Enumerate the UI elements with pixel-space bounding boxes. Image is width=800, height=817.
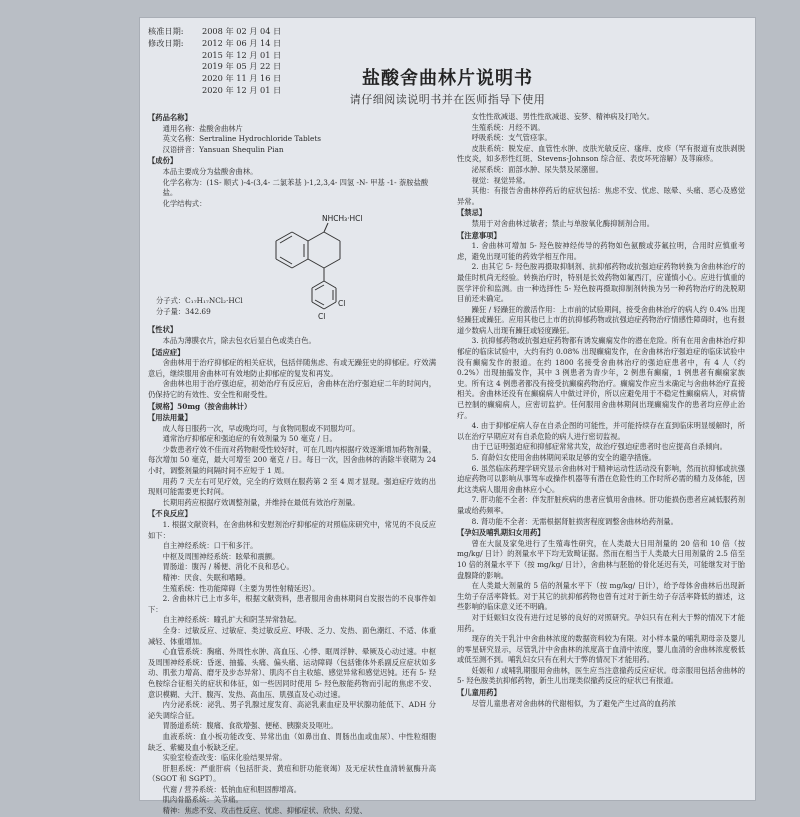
bond-line	[308, 259, 324, 268]
revision-row	[148, 50, 281, 62]
paragraph: 本品主要成分为盐酸舍曲林。	[162, 166, 258, 176]
left-column	[148, 112, 436, 817]
paragraph: 2. 舍曲林片已上市多年，根据文献资料，患者服用舍曲林期间自发报告的不良事件如下：	[148, 594, 436, 614]
section-heading: 【成份】	[148, 156, 178, 166]
paragraph: 少数患者疗效不佳而对药物耐受性较好时，可在几周内根据疗效逐渐增加药物剂量，每次增加 50 毫克，最大可增至 200 毫克 / 日。每日一次，因舍曲林的消除半衰期为 24 小时，调整剂量的间隔时间不应短于 1 周。	[148, 444, 436, 476]
paragraph: 自主神经系统：瞳孔扩大和阴茎异常勃起。	[162, 615, 302, 625]
paragraph: 精神：焦虑不安、攻击性反应、忧虑、抑郁症状、欣快、幻觉、	[162, 806, 367, 816]
leaflet-page	[140, 18, 755, 816]
section-heading: 【孕妇及哺乳期妇女用药】	[457, 528, 545, 538]
paragraph: 生殖系统：性功能障碍（主要为男性射精延迟）。	[162, 583, 320, 593]
chlorine-label-2: Cl	[318, 312, 326, 322]
paragraph: 妊娠和 / 或哺乳期服用舍曲林，医生应当注意撤药反应症状。母亲服用包括舍曲林的 5- 羟色胺类抗抑郁药物，新生儿出现类似撤药反应的症状已有报道。	[457, 665, 745, 686]
paragraph: 本品为薄膜衣片，除去包衣后显白色或类白色。	[162, 335, 316, 345]
paragraph: 代谢 / 营养系统：低钠血症和胆固醇增高。	[162, 784, 302, 794]
revision-date: 2020 年 12 月 01 日	[202, 84, 282, 95]
revision-row	[148, 38, 281, 50]
revision-label: 修改日期:	[148, 37, 184, 48]
right-column	[457, 112, 745, 709]
paragraph: 躁狂 / 轻躁狂的激活作用：上市前的试验期间，接受舍曲林治疗的病人约 0.4% 出现轻躁狂或躁狂。应用其他已上市的抗抑郁药物或抗强迫症药物治疗情感性障碍时，也有报道少数病人出现有躁狂或轻度躁狂。	[457, 304, 745, 335]
section-heading: 【药品名称】	[148, 113, 192, 122]
revision-date: 2008 年 02 月 04 日	[202, 26, 282, 36]
paragraph: 视觉：视觉异常。	[471, 175, 530, 185]
paragraph: 肝胆系统：严重肝病（包括肝炎、黄疸和肝功能衰竭）及无症状性血清转氨酶升高（SGOT 和 SGPT）。	[148, 763, 436, 784]
molecular-weight: 分子量：342.69	[156, 307, 211, 317]
revision-date: 2020 年 11 月 16 日	[202, 73, 282, 84]
paragraph: 中枢及周围神经系统：眩晕和震颤。	[162, 551, 280, 561]
paragraph: 舍曲林也用于治疗强迫症，初始治疗有反应后，舍曲林在治疗强迫症二年的时间内，仍保持它的有效性、安全性和耐受性。	[148, 379, 436, 399]
amine-label: NHCH₃·HCl	[322, 214, 363, 224]
section-heading: 【儿童用药】	[457, 688, 501, 698]
structure-drawing	[256, 211, 376, 323]
molecular-formula: 分子式：C₁₇H₁₇NCl₂·HCl	[156, 296, 243, 306]
paragraph: 肌肉骨骼系统：关节痛。	[162, 795, 243, 805]
paragraph: 2. 由其它 5- 羟色胺再摄取抑制剂、抗抑郁药物或抗强迫症药物转换为舍曲林治疗的最佳时机尚无经验。转换治疗时，特别是长效药物如氟西汀，应谨慎小心。应进行慎重的医学评价和监测。由一种选择性 5- 羟色胺再摄取抑制剂转换为另一种药物治疗的洗脱期目前还未确定。	[457, 262, 745, 304]
revision-date: 2019 年 05 月 22 日	[202, 61, 282, 72]
revision-label: 核准日期:	[148, 26, 184, 36]
paragraph: 通常治疗抑郁症和强迫症的有效剂量为 50 毫克 / 日。	[162, 434, 337, 444]
paragraph: 泌尿系统：面部水肿、尿失禁及尿潴留。	[471, 164, 603, 174]
paragraph: 女性性欲减退、男性性欲减退、妄梦、精神病及打哈欠。	[471, 112, 655, 121]
bond-line	[280, 257, 292, 264]
bond-line	[280, 236, 292, 243]
bond-line	[324, 259, 340, 268]
section-heading: 【规格】50mg（按舍曲林计）	[148, 401, 252, 411]
bond-line	[324, 281, 336, 288]
paragraph: 自主神经系统：口干和多汗。	[162, 541, 258, 551]
paragraph: 1. 根据文献资料，在舍曲林和安慰剂治疗抑郁症的对照临床研究中，常见的不良反应如下：	[148, 520, 436, 540]
paragraph: 血液系统：血小板功能改变、异常出血（如鼻出血、胃肠出血或血尿）、中性粒细胞缺乏、紫癜及血小板缺乏症。	[148, 731, 436, 752]
chlorine-label-1: Cl	[338, 299, 346, 309]
paragraph: 英文名称：Sertraline Hydrochloride Tablets	[162, 134, 321, 144]
bond-line	[308, 232, 324, 241]
paragraph: 舍曲林用于治疗抑郁症的相关症状，包括伴随焦虑、有或无躁狂史的抑郁症。疗效满意后，继续服用舍曲林可有效地防止抑郁症的复发和再发。	[148, 358, 436, 378]
paragraph: 尽管儿童患者对舍曲林的代谢相似，为了避免产生过高的血药浓	[471, 698, 676, 708]
bond-line	[324, 232, 340, 241]
bond-line	[276, 232, 292, 241]
bond-line	[292, 259, 308, 268]
paragraph: 成人每日服药一次，早或晚均可，与食物同服或不同服均可。	[162, 423, 360, 433]
bond-line	[292, 232, 308, 241]
paragraph: 由于已证明强迫症和抑郁症常常共发，故治疗强迫症患者时也应提高自杀倾向。	[471, 442, 727, 452]
paragraph: 化学名称为：(1S- 顺式 )-4-(3,4- 二氯苯基 )-1,2,3,4- 四氢 -N- 甲基 -1- 萘胺盐酸盐。	[162, 177, 429, 198]
paragraph: 生殖系统：月经不调。	[471, 122, 545, 132]
section-heading: 【用法用量】	[148, 413, 192, 423]
bond-line	[312, 281, 324, 288]
paragraph: 实验室检查改变：临床化验结果异常。	[162, 753, 287, 763]
paragraph: 其他：有报告舍曲林停药后的症状包括：焦虑不安、忧虑、眩晕、头痛、恶心及感觉异常。	[457, 186, 745, 206]
paragraph: 1. 舍曲林可增加 5- 羟色胺神经传导的药物如色氨酸或芬氟拉明，合用时应慎重考虑，避免出现可能的药效学相互作用。	[457, 241, 745, 261]
section-heading: 【性状】	[148, 325, 178, 335]
paragraph: 长期用药应根据疗效调整剂量，并维持在最低有效治疗剂量。	[162, 497, 360, 507]
revision-date: 2012 年 06 月 14 日	[202, 37, 282, 48]
formula-block	[156, 295, 243, 317]
bond-line	[324, 302, 336, 309]
paragraph: 化学结构式：	[162, 198, 207, 208]
paragraph: 通用名称：盐酸舍曲林片	[162, 123, 243, 133]
paragraph: 内分泌系统：泌乳、男子乳腺过度发育、高泌乳素血症及甲状腺功能低下、ADH 分泌失调综合征。	[148, 700, 436, 720]
paragraph: 现存的关于乳汁中舍曲林浓度的数据资料较为有限。对小样本量的哺乳期母亲及婴儿的零星研究显示，尽管乳汁中舍曲林的浓度高于血清中浓度，婴儿血清的舍曲林浓度极低或低至测不到。哺乳妇女只有在利大于弊的情况下才能用药。	[457, 634, 745, 665]
paragraph: 呼吸系统：支气管痉挛。	[471, 133, 552, 143]
paragraph: 禁用于对舍曲林过敏者；禁止与单胺氧化酶抑制剂合用。	[471, 218, 655, 228]
section-heading: 【禁忌】	[457, 208, 487, 218]
section-heading: 【注意事项】	[457, 230, 501, 240]
paragraph: 胃肠道系统：腹痛、食欲增强、便秘、胰腺炎及呕吐。	[162, 721, 338, 731]
paragraph: 汉语拼音：Yansuan Shequlin Pian	[162, 144, 284, 154]
section-heading: 【适应症】	[148, 347, 185, 357]
section-heading: 【不良反应】	[148, 509, 192, 519]
paragraph: 5. 育龄妇女使用舍曲林期间采取足够的安全的避孕措施。	[471, 453, 656, 462]
paragraph: 7. 肝功能不全者：伴发肝脏疾病的患者应慎用舍曲林。肝功能损伤患者应减低服药剂量或给药频率。	[457, 495, 745, 515]
document-subtitle: 请仔细阅读说明书并在医师指导下使用	[349, 93, 546, 106]
paragraph: 3. 抗抑郁药物或抗强迫症药物都有诱发癫痫发作的潜在危险。所有在用舍曲林治疗抑郁症的临床试验中，大约有约 0.08% 出现癫痫发作，在舍曲林治疗强迫症的临床试验中没有癫痫发作的报道。在约 1800 名接受舍曲林治疗的强迫症患者中，有 4 人（约 0.2%）出现抽搐发作，其中 3 例患者为青少年，2 例患有癫痫，1 例患者有癫痫家族史。所有这 4 例患者都没有接受抗癫痫药物治疗。癫痫发作应当未确定与舍曲林治疗直接相关。舍曲林还没有在癫痫病人中做过评价，所以应避免用于不稳定性癫痫病人，对病情已控制的癫痫病人，应密切监护。任何服用舍曲林期间出现癫痫发作的患者均应停止治疗。	[457, 336, 745, 420]
revision-date: 2015 年 12 月 01 日	[202, 49, 282, 60]
paragraph: 对于妊娠妇女没有进行过足够的良好的对照研究。孕妇只有在利大于弊的情况下才能用药。	[457, 612, 745, 633]
paragraph: 心血管系统：胸痛、外周性水肿、高血压、心悸、眶周浮肿、晕厥及心动过速。中枢及周围神经系统：昏迷、抽搐、头痛、偏头痛、运动障碍（包括锥体外系副反应症状如多动、肌张力增高、磨牙及步态异常）、肌肉不自主收缩、感觉异常和感觉迟钝。还有 5- 羟色胺综合征相关的症状和体征，如一些因同时使用 5- 羟色胺能药物而引起的焦虑不安、意识模糊、大汗、腹泻、发热、高血压、肌强直及心动过速。	[148, 647, 436, 699]
paragraph: 曾在大鼠及家兔进行了生殖毒性研究，在人类最大日用剂量的 20 倍和 10 倍（按 mg/kg/ 日计）的剂量水平下均无致畸证据。然而在相当于人类最大日用剂量的 2.5 倍至 10 倍的剂量水平下（按 mg/kg/ 日计），舍曲林与胚胎的骨化延迟有关，可能继发对于胎盘腺降的影响。	[457, 538, 745, 580]
paragraph: 4. 由于抑郁症病人存在自杀企图的可能性，并可能持续存在直到临床明显缓解时，所以在治疗早期应对有自杀危险的病人进行密切监视。	[457, 421, 745, 441]
bond-line	[276, 259, 292, 268]
paragraph: 精神：厌食、失眠和嗜睡。	[162, 573, 251, 582]
paragraph: 6. 虽然临床药理学研究显示舍曲林对于精神运动性活动没有影响，然而抗抑郁或抗强迫症药物可以影响从事驾车或操作机器等有潜在危险性的工作时所必需的精力及体能，因此这类病人服用舍曲林应小心。	[457, 463, 745, 494]
revision-row	[148, 26, 281, 38]
paragraph: 皮肤系统：脱发症、血管性水肿、皮肤光敏反应、瘙痒、皮疹（罕有报道有皮肤剥脱性皮炎，如多形性红斑、Stevens-Johnson 综合征、表皮坏死溶解）及荨麻疹。	[457, 143, 745, 164]
bond-line	[312, 302, 324, 309]
paragraph: 胃肠道：腹泻 / 稀便、消化不良和恶心。	[162, 562, 294, 572]
document-title: 盐酸舍曲林片说明书	[362, 68, 533, 89]
paragraph: 在人类最大剂量的 5 倍的剂量水平下（按 mg/kg/ 日计），给予母体舍曲林后出现新生幼子存活率降低。对于其它的抗抑郁药物也曾有过对于新生幼子存活率降低的描述，这些影响的临床意义还不明确。	[457, 581, 745, 612]
paragraph: 8. 肾功能不全者：无需根据肾脏损害程度调整舍曲林给药剂量。	[471, 516, 678, 526]
chemical-structure	[148, 211, 436, 323]
paragraph: 全身：过敏反应、过敏症、类过敏反应、呼吸、乏力、发热、面色潮红、不适、体重减轻、体重增加。	[148, 625, 436, 646]
bond-line	[324, 223, 328, 232]
paragraph: 用药 7 天左右可见疗效，完全的疗效则在服药第 2 至 4 周才显现。强迫症疗效的出现则可能需要更长时间。	[148, 476, 436, 497]
